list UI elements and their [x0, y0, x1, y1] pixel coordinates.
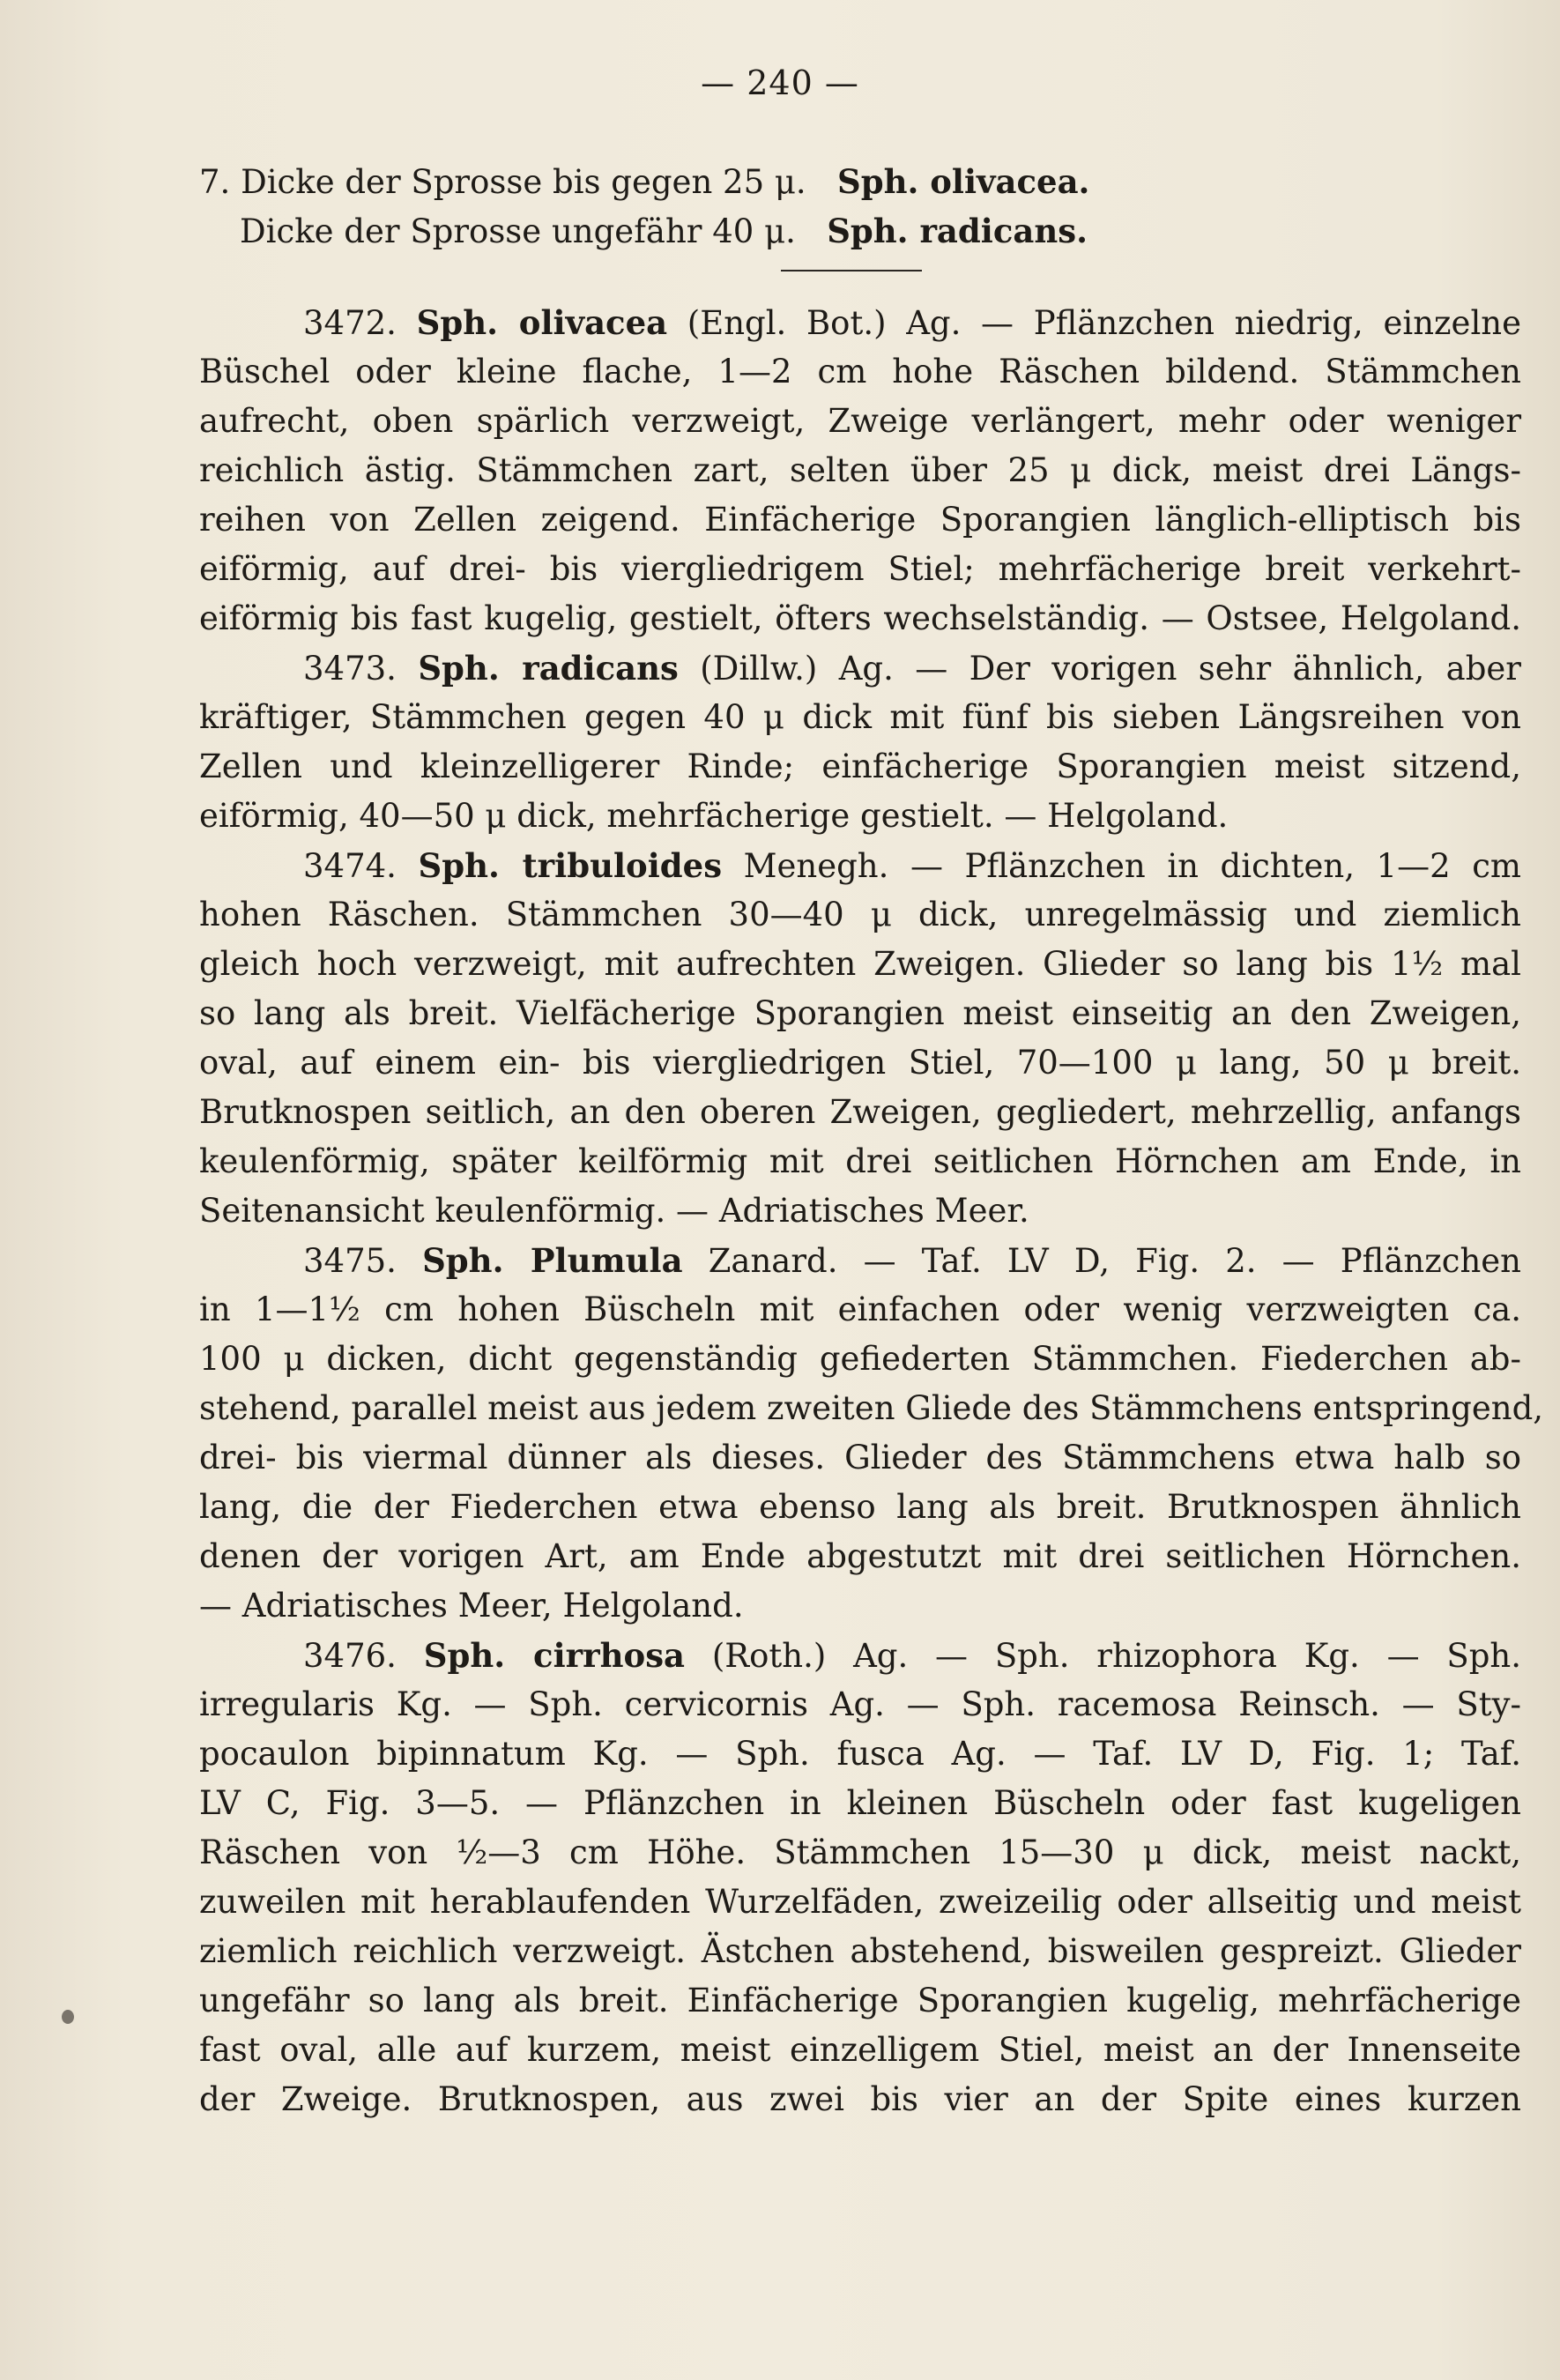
species-entry	[199, 1236, 1544, 1631]
entry-first-line: 3473. Sph. radicans (Dillw.) Ag. — Der vorigen sehr ähnlich, aber	[303, 649, 1521, 688]
entry-line: hohen Räschen. Stämmchen 30—40 μ dick, unregelmässig und ziemlich	[199, 896, 1521, 933]
paper-speck	[62, 2010, 74, 2024]
species-name: Sph. olivacea	[416, 303, 668, 342]
entry-first-line: 3476. Sph. cirrhosa (Roth.) Ag. — Sph. rhizophora Kg. — Sph.	[303, 1636, 1522, 1675]
species-name: Sph. cirrhosa	[423, 1636, 685, 1675]
entry-line: — Adriatisches Meer, Helgoland.	[199, 1587, 744, 1625]
entry-line: ziemlich reichlich verzweigt. Ästchen abstehend, bisweilen gespreizt. Glieder	[199, 1932, 1521, 1970]
entry-line: Büschel oder kleine flache, 1—2 cm hohe Räschen bildend. Stämmchen	[199, 353, 1521, 390]
entry-line: pocaulon bipinnatum Kg. — Sph. fusca Ag. — Taf. LV D, Fig. 1; Taf.	[199, 1735, 1521, 1773]
entry-line: oval, auf einem ein- bis viergliedrigen Stiel, 70—100 μ lang, 50 μ breit.	[199, 1044, 1521, 1082]
entry-line: lang, die der Fiederchen etwa ebenso lang als breit. Brutknospen ähnlich	[199, 1488, 1521, 1526]
key-line: Dicke der Sprosse ungefähr 40 μ. Sph. radicans.	[240, 212, 1088, 250]
entry-line: eiförmig bis fast kugelig, gestielt, öfters wechselständig. — Ostsee, Helgoland.	[199, 599, 1521, 637]
entry-line: reihen von Zellen zeigend. Einfächerige Sporangien länglich-elliptisch bis	[199, 501, 1521, 539]
key-line: 7. Dicke der Sprosse bis gegen 25 μ. Sph. olivacea.	[199, 162, 1090, 201]
species-name: Sph. Plumula	[422, 1241, 683, 1280]
entry-number: 3474.	[303, 847, 397, 885]
species-entry	[199, 1631, 1521, 2124]
species-entry	[199, 643, 1521, 841]
entry-line: reichlich ästig. Stämmchen zart, selten über 25 μ dick, meist drei Längs-	[199, 451, 1521, 489]
entry-line: stehend, parallel meist aus jedem zweiten Gliede des Stämmchens entspringend,	[199, 1389, 1544, 1427]
entry-line: Seitenansicht keulenförmig. — Adriatisches Meer.	[199, 1192, 1029, 1230]
page-number: — 240 —	[701, 63, 859, 102]
entry-line: Zellen und kleinzelligerer Rinde; einfächerige Sporangien meist sitzend,	[199, 747, 1521, 785]
entry-line: aufrecht, oben spärlich verzweigt, Zweige verlängert, mehr oder weniger	[199, 402, 1521, 440]
entry-line: kräftiger, Stämmchen gegen 40 μ dick mit fünf bis sieben Längsreihen von	[199, 698, 1521, 736]
entry-line: gleich hoch verzweigt, mit aufrechten Zweigen. Glieder so lang bis 1½ mal	[199, 945, 1521, 983]
species-name: Sph. radicans	[418, 649, 679, 688]
species-entry	[199, 841, 1521, 1236]
entry-number: 3472.	[303, 304, 397, 342]
species-name: Sph. tribuloides	[418, 846, 723, 885]
entry-first-line: 3475. Sph. Plumula Zanard. — Taf. LV D, Fig. 2. — Pflänzchen	[303, 1241, 1522, 1280]
entry-number: 3476.	[303, 1637, 397, 1675]
key-species-name: Sph. olivacea.	[837, 162, 1090, 201]
entry-line: keulenförmig, später keilförmig mit drei seitlichen Hörnchen am Ende, in	[199, 1142, 1521, 1180]
entry-number: 3475.	[303, 1242, 397, 1280]
species-entry	[199, 298, 1521, 643]
entry-first-line: 3472. Sph. olivacea (Engl. Bot.) Ag. — Pflänzchen niedrig, einzelne	[303, 303, 1521, 342]
entry-line: Räschen von ½—3 cm Höhe. Stämmchen 15—30 μ dick, meist nackt,	[199, 1833, 1521, 1871]
section-divider	[781, 270, 922, 271]
entry-line: drei- bis viermal dünner als dieses. Glieder des Stämmchens etwa halb so	[199, 1439, 1521, 1476]
entry-line: fast oval, alle auf kurzem, meist einzelligem Stiel, meist an der Innenseite	[199, 2031, 1521, 2069]
entry-line: eiförmig, auf drei- bis viergliedrigem Stiel; mehrfächerige breit verkehrt-	[199, 550, 1521, 588]
entry-line: denen der vorigen Art, am Ende abgestutzt mit drei seitlichen Hörnchen.	[199, 1537, 1521, 1575]
entry-line: der Zweige. Brutknospen, aus zwei bis vier an der Spite eines kurzen	[199, 2080, 1521, 2118]
entry-line: zuweilen mit herablaufenden Wurzelfäden, zweizeilig oder allseitig und meist	[199, 1883, 1521, 1921]
key-species-name: Sph. radicans.	[827, 212, 1088, 250]
page-content	[199, 157, 1544, 2124]
entry-line: in 1—1½ cm hohen Büscheln mit einfachen oder wenig verzweigten ca.	[199, 1290, 1521, 1328]
entry-line: Brutknospen seitlich, an den oberen Zweigen, gegliedert, mehrzellig, anfangs	[199, 1093, 1521, 1131]
entry-line: ungefähr so lang als breit. Einfächerige Sporangien kugelig, mehrfächerige	[199, 1982, 1521, 2019]
entry-line: 100 μ dicken, dicht gegenständig gefiederten Stämmchen. Fiederchen ab-	[199, 1340, 1521, 1378]
entry-first-line: 3474. Sph. tribuloides Menegh. — Pflänzchen in dichten, 1—2 cm	[303, 846, 1522, 885]
identification-key	[199, 157, 1521, 256]
entry-line: so lang als breit. Vielfächerige Sporangien meist einseitig an den Zweigen,	[199, 994, 1521, 1032]
entry-line: irregularis Kg. — Sph. cervicornis Ag. — Sph. racemosa Reinsch. — Sty-	[199, 1685, 1521, 1723]
entry-line: eiförmig, 40—50 μ dick, mehrfächerige gestielt. — Helgoland.	[199, 797, 1229, 835]
entry-line: LV C, Fig. 3—5. — Pflänzchen in kleinen Büscheln oder fast kugeligen	[199, 1784, 1521, 1822]
entry-number: 3473.	[303, 650, 397, 688]
